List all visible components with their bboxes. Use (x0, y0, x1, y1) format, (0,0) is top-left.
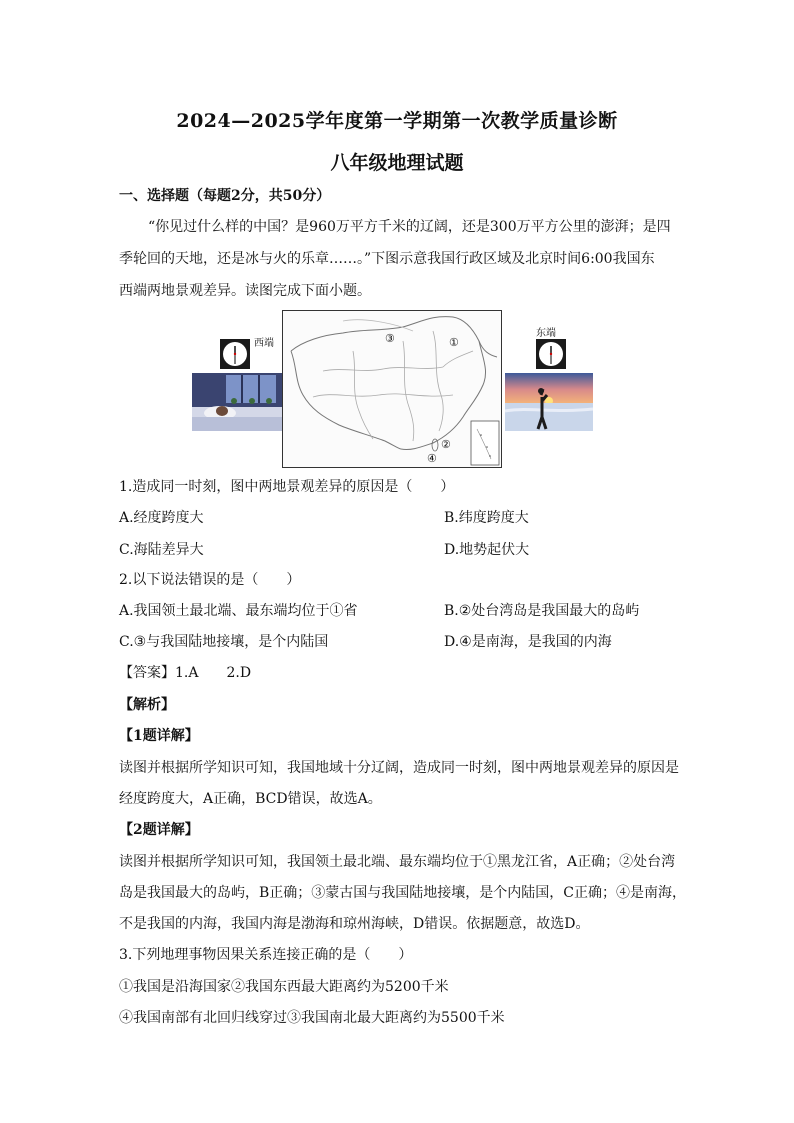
intro-line-1: “你见过什么样的中国？是960万平方千米的辽阔，还是300万平方公里的澎湃；是四 (148, 219, 671, 235)
q1-option-a: A.经度跨度大 (119, 510, 204, 526)
west-photo (192, 373, 282, 431)
map-label-2: ② (441, 438, 451, 451)
q2-stem: 2.以下说法错误的是（ ） (119, 572, 301, 588)
q3-line-1: ①我国是沿海国家②我国东西最大距离约为5200千米 (119, 979, 449, 995)
exam-subtitle: 八年级地理试题 (330, 152, 464, 174)
map-label-3: ③ (385, 332, 395, 345)
q2-option-a: A.我国领土最北端、最东端均位于①省 (119, 603, 358, 619)
q1-option-b: B.纬度跨度大 (444, 510, 529, 526)
q1-option-d: D.地势起伏大 (444, 542, 530, 558)
analysis-heading: 【解析】 (119, 697, 175, 713)
east-clock-icon (536, 339, 566, 369)
q3-stem: 3.下列地理事物因果关系连接正确的是（ ） (119, 947, 413, 963)
china-map (282, 310, 502, 468)
west-label: 西端 (254, 338, 274, 349)
q2-option-d: D.④是南海，是我国的内海 (444, 634, 612, 650)
q2-detail-line-1: 读图并根据所学知识可知，我国领土最北端、最东端均位于①黑龙江省，A正确；②处台湾 (119, 854, 676, 870)
q2-option-c: C.③与我国陆地接壤，是个内陆国 (119, 634, 329, 650)
west-clock-icon (220, 339, 250, 369)
q2-detail-heading: 【2题详解】 (119, 822, 199, 838)
q1-detail-line-1: 读图并根据所学知识可知，我国地域十分辽阔，造成同一时刻，图中两地景观差异的原因是 (119, 760, 679, 776)
section-heading: 一、选择题（每题2分，共50分） (119, 188, 331, 204)
map-label-4: ④ (427, 452, 437, 465)
map-label-1: ① (449, 336, 459, 349)
intro-line-2: 季轮回的天地，还是冰与火的乐章……。”下图示意我国行政区域及北京时间6:00我国东 (119, 251, 655, 267)
q2-detail-line-3: 不是我国的内海，我国内海是渤海和琼州海峡，D错误。依据题意，故选D。 (119, 916, 590, 932)
figure-china-map (190, 308, 604, 468)
q1-option-c: C.海陆差异大 (119, 542, 204, 558)
intro-line-3: 西端两地景观差异。读图完成下面小题。 (119, 283, 371, 299)
q1-detail-heading: 【1题详解】 (119, 728, 199, 744)
q1-detail-line-2: 经度跨度大，A正确，BCD错误，故选A。 (119, 791, 382, 807)
q2-option-b: B.②处台湾岛是我国最大的岛屿 (444, 603, 640, 619)
exam-title: 2024—2025学年度第一学期第一次教学质量诊断 (176, 110, 618, 132)
east-photo (505, 373, 593, 431)
answer-line: 【答案】1.A 2.D (119, 665, 252, 681)
q3-line-2: ④我国南部有北回归线穿过③我国南北最大距离约为5500千米 (119, 1010, 505, 1026)
q1-stem: 1.造成同一时刻，图中两地景观差异的原因是（ ） (119, 479, 455, 495)
q2-detail-line-2: 岛是我国最大的岛屿，B正确；③蒙古国与我国陆地接壤，是个内陆国，C正确；④是南海， (119, 885, 686, 901)
east-label: 东端 (536, 328, 556, 339)
